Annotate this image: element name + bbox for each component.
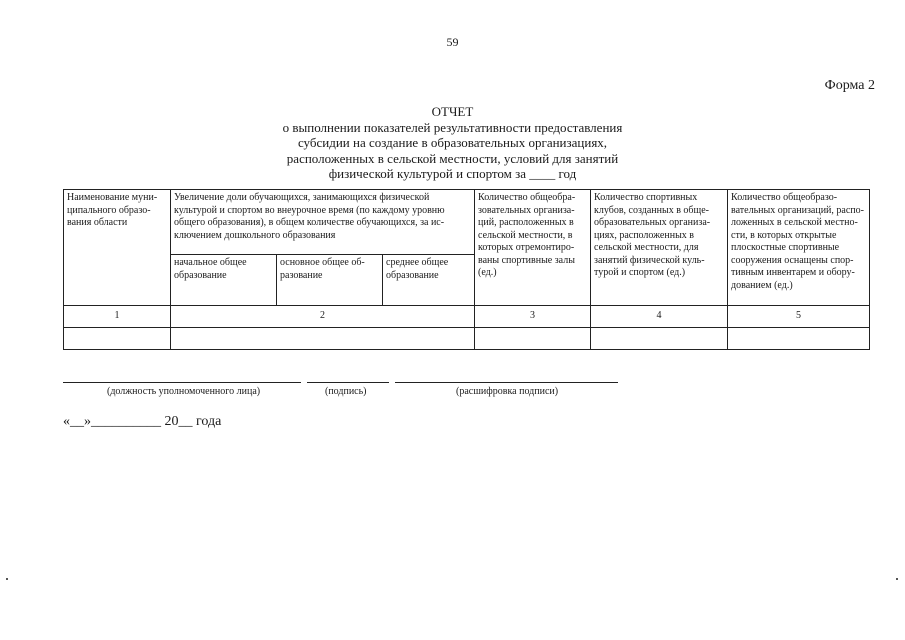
header-sports-clubs: Количество спортивных клубов, созданных в обще-образовательных организа-циях, расположенных в сельской местности, для занятий физической куль-турой и спортом (ед.) <box>591 190 728 306</box>
report-heading: ОТЧЕТ <box>431 104 474 119</box>
header-students-share: Увеличение доли обучающихся, занимающихся физической культурой и спортом во внеурочное время (по каждому уровню общего образования), в общем количестве обучающихся, за ис-ключением дошкольного образования <box>171 190 475 255</box>
column-number: 5 <box>728 306 870 328</box>
header-equipped-facilities: Количество общеобразо-вательных организаций, распо-ложенных в сельской местно-сти, в которых открытые плоскостные спортивные сооружения оснащены спор-тивным инвентарем и обору-дованием (ед.) <box>728 190 870 306</box>
header-municipality: Наименование муни-ципального образо-вания области <box>64 190 171 306</box>
date-line: «__»__________ 20__ года <box>63 414 222 429</box>
data-cell[interactable] <box>64 328 171 350</box>
scan-mark <box>6 578 8 580</box>
data-cell[interactable] <box>475 328 591 350</box>
signature-line[interactable] <box>307 382 389 383</box>
form-label: Форма 2 <box>824 78 875 93</box>
report-title-line: расположенных в сельской местности, условий для занятий <box>286 150 619 166</box>
decoding-caption: (расшифровка подписи) <box>456 386 559 397</box>
report-table <box>63 189 870 350</box>
column-number: 4 <box>591 306 728 328</box>
report-title <box>0 104 905 182</box>
header-repaired-gyms: Количество общеобра-зовательных организа-ций, расположенных в сельской местности, в которых отремонтиро-ваны спортивные залы (ед.) <box>475 190 591 306</box>
data-cell[interactable] <box>728 328 870 350</box>
signature-caption: (подпись) <box>325 386 367 397</box>
subheader-primary: начальное общее образование <box>171 255 277 306</box>
report-title-line: субсидии на создание в образовательных организациях, <box>297 135 608 150</box>
column-number: 3 <box>475 306 591 328</box>
column-number: 2 <box>171 306 475 328</box>
scan-mark <box>896 578 898 580</box>
page-number: 59 <box>446 35 459 49</box>
decoding-signature-line[interactable] <box>395 382 618 383</box>
report-title-line: о выполнении показателей результативности предоставления <box>282 119 623 135</box>
position-signature-line[interactable] <box>63 382 301 383</box>
position-caption: (должность уполномоченного лица) <box>107 386 261 397</box>
subheader-secondary: среднее общее образование <box>383 255 475 306</box>
report-title-line: физической культурой и спортом за ____ год <box>328 166 577 181</box>
data-cell[interactable] <box>171 328 475 350</box>
column-number: 1 <box>64 306 171 328</box>
subheader-basic: основное общее об-разование <box>277 255 383 306</box>
data-cell[interactable] <box>591 328 728 350</box>
